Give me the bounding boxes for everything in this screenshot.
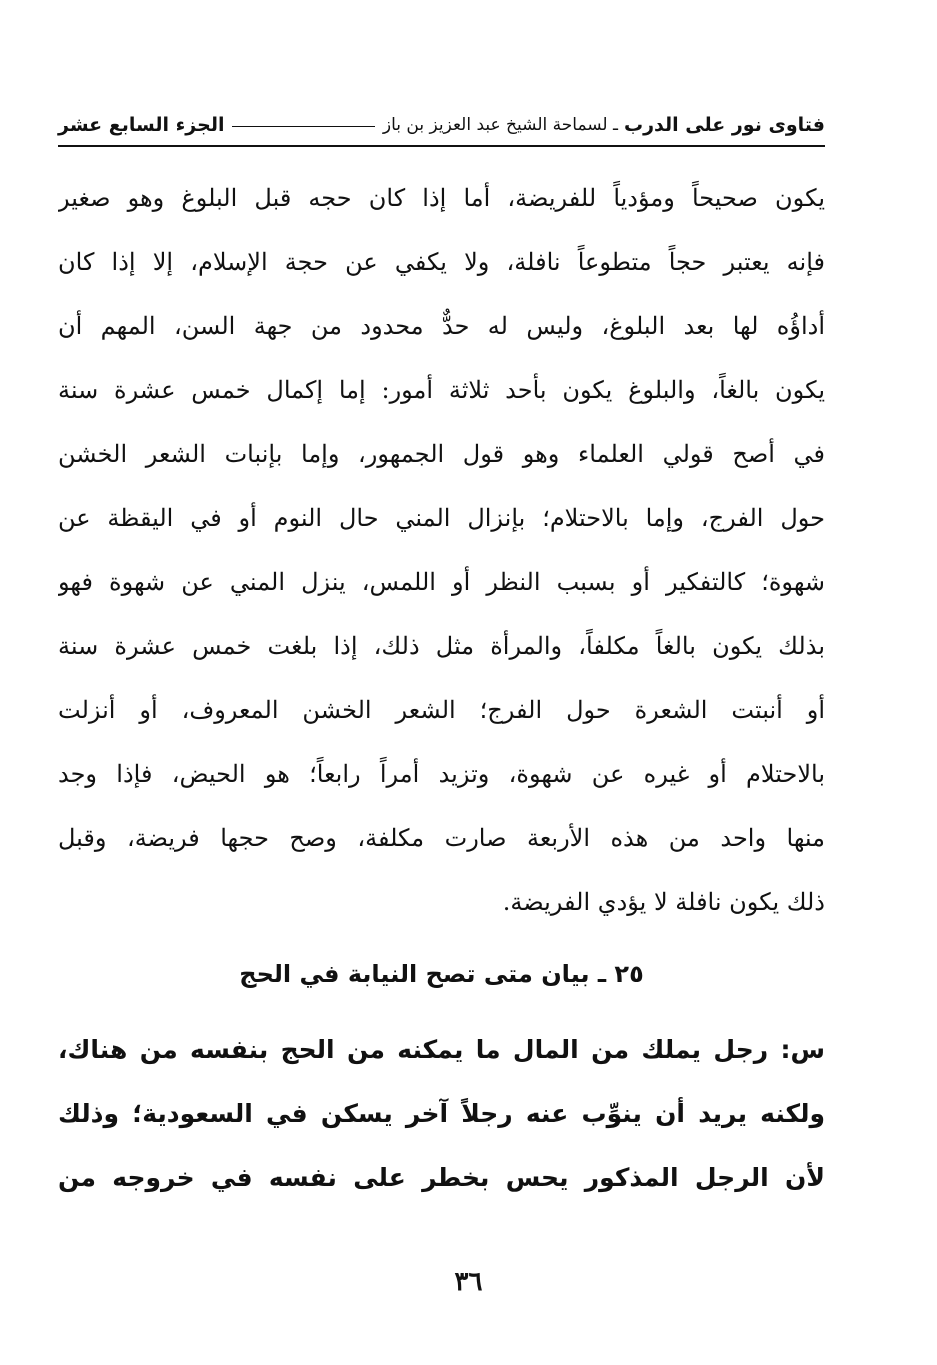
text-line: حول الفرج، وإما بالاحتلام؛ بإنزال المني حال النوم أو في اليقظة عن [58, 504, 825, 532]
text-line: ذلك يكون نافلة لا يؤدي الفريضة. [502, 888, 825, 916]
text-line: بالاحتلام أو غيره عن شهوة، وتزيد أمراً رابعاً؛ هو الحيض، فإذا وجد [58, 760, 825, 788]
answer-paragraph [58, 166, 825, 934]
page-number: ٣٦ [454, 1267, 483, 1297]
text-line: منها واحد من هذه الأربعة صارت مكلفة، وصح حجها فريضة، وقبل [58, 824, 825, 852]
section-heading: ٢٥ ـ بيان متى تصح النيابة في الحج [239, 960, 644, 988]
text-line: شهوة؛ كالتفكير أو بسبب النظر أو اللمس، ينزل المني عن شهوة فهو [58, 568, 825, 596]
book-title: فتاوى نور على الدرب [624, 114, 825, 136]
volume-label: الجزء السابع عشر [58, 114, 225, 136]
text-line: يكون بالغاً، والبلوغ يكون بأحد ثلاثة أمور: إما إكمال خمس عشرة سنة [58, 376, 825, 404]
question-paragraph [58, 1018, 825, 1210]
question-line: س: رجل يملك من المال ما يمكنه من الحج بنفسه من هناك، [58, 1035, 825, 1064]
question-line: لأن الرجل المذكور يحس بخطر على نفسه في خروجه من [58, 1163, 825, 1192]
text-line: فإنه يعتبر حجاً متطوعاً نافلة، ولا يكفي عن حجة الإسلام، إلا إذا كان [58, 248, 825, 276]
author-credit: ـ لسماحة الشيخ عبد العزيز بن باز [382, 115, 618, 135]
text-line: يكون صحيحاً ومؤدياً للفريضة، أما إذا كان حجه قبل البلوغ وهو صغير [58, 184, 825, 212]
header-dash-rule [232, 126, 374, 127]
text-line: أو أنبتت الشعرة حول الفرج؛ الشعر الخشن المعروف، أو أنزلت [58, 696, 825, 724]
text-line: بذلك يكون بالغاً مكلفاً، والمرأة مثل ذلك، إذا بلغت خمس عشرة سنة [58, 632, 825, 660]
text-line: في أصح قولي العلماء وهو قول الجمهور، وإما بإنبات الشعر الخشن [58, 440, 825, 468]
header-divider [58, 145, 825, 147]
running-header [58, 108, 825, 142]
text-line: أداؤُه لها بعد البلوغ، وليس له حدٌّ محدود من جهة السن، المهم أن [58, 312, 825, 340]
question-line: ولكنه يريد أن ينوِّب عنه رجلاً آخر يسكن في السعودية؛ وذلك [58, 1099, 825, 1128]
